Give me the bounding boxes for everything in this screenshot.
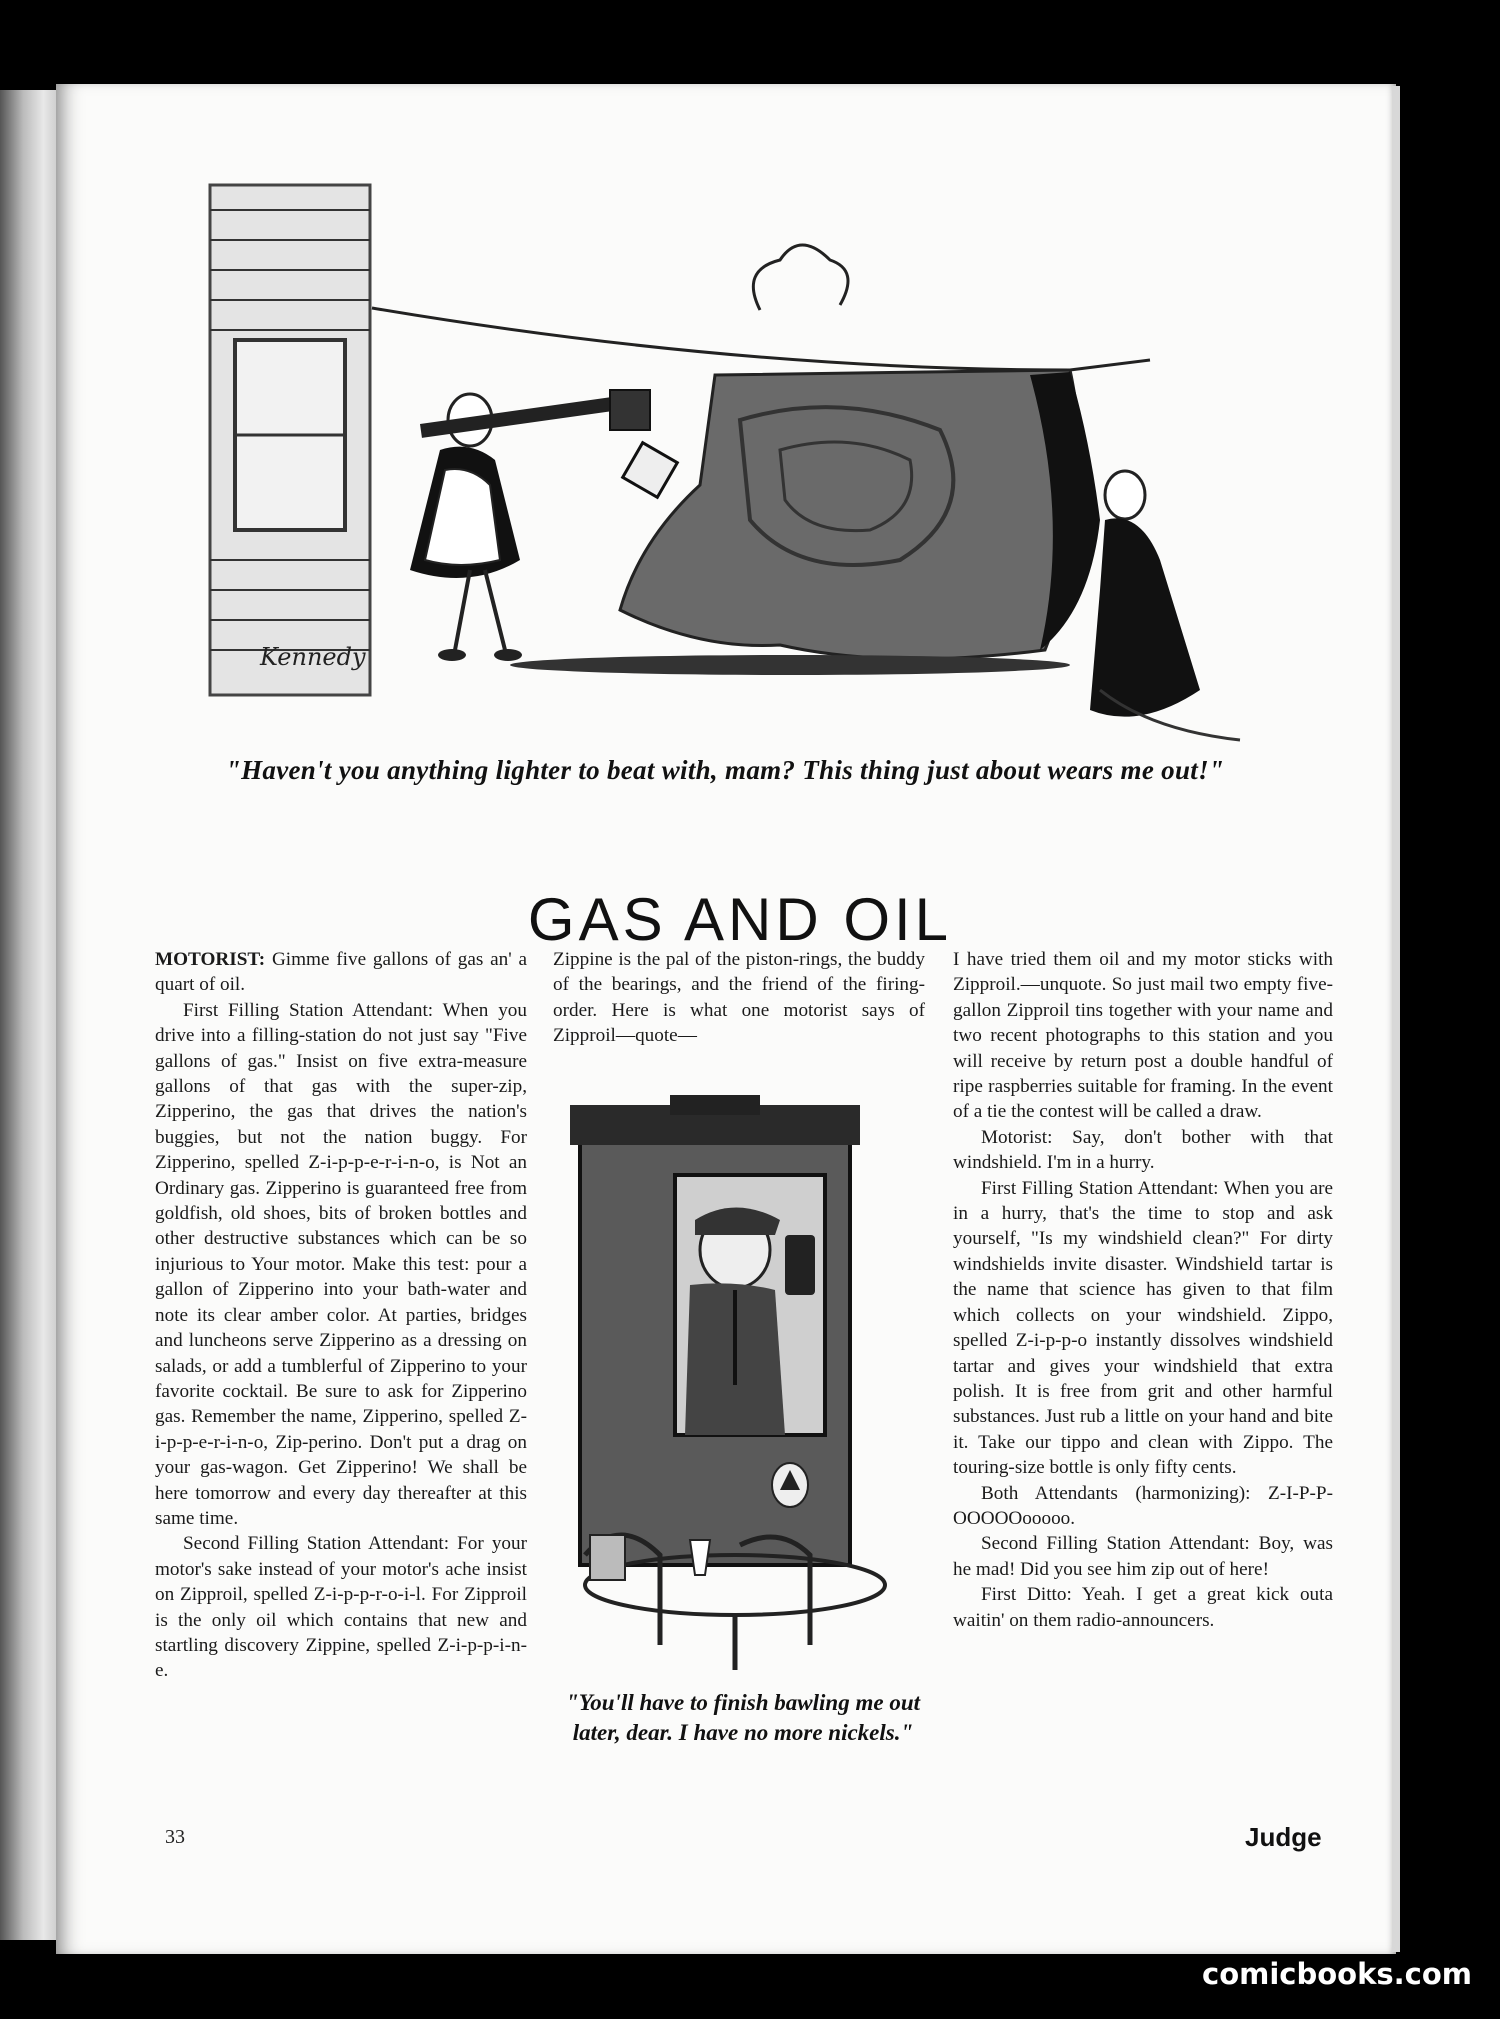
middle-cartoon-caption: "You'll have to finish bawling me out later, dear. I have no more nickels." — [566, 1690, 920, 1745]
article-column-3 — [953, 947, 1333, 1633]
magazine-name: Judge — [1245, 1822, 1322, 1852]
site-watermark: comicbooks.com — [1202, 1957, 1472, 1991]
paragraph: Zippine is the pal of the piston-rings, the buddy of the bearings, and the friend of the firing-order. Here is what one motorist says of Zipproil—quote— — [553, 949, 925, 1047]
house-wall — [210, 185, 370, 695]
paragraph: First Filling Station Attendant: When you drive into a filling-station do not just say "Five gallons of gas." Insist on five extra-measure gallons of that gas with the super-zip, Zipperino, the gas that drives the nation's buggies, but not the nation buggy. For Zipperino, spelled Z-i-p-p-e-r-i-n-o, is Not an Ordinary gas. Zipperino is guaranteed free from goldfish, old shoes, bits of broken bottles and other destructive substances which can be so injurious to Your motor. Make this test: pour a gallon of Zipperino into your bath-water and note its clear amber color. At parties, bridges and luncheons serve Zipperino as a dressing on salads, or add a tumblerful of Zipperino to your favorite cocktail. Be sure to ask for Zipperino gas. Remember the name, Zipperino, spelled Z-i-p-p-e-r-i-n-o, Zip-perino. Don't put a drag on your gas-wagon. Get Zipperino! We shall be here tomorrow and every day thereafter at this same time. — [155, 999, 527, 1529]
rug — [620, 370, 1081, 659]
article-column-2 — [553, 947, 925, 1049]
paragraph-text: Gimme five gallons of gas an' a quart of oil. — [155, 949, 527, 996]
woman-figure — [1090, 471, 1240, 740]
paragraph: Both Attendants (harmonizing): Z-I-P-P-OOOOOooooo. — [953, 1482, 1333, 1529]
speaker-label: MOTORIST: — [155, 949, 266, 970]
cartoon-illustration-phone-booth — [560, 1085, 935, 1675]
paragraph: Motorist: Say, don't bother with that windshield. I'm in a hurry. — [953, 1126, 1333, 1174]
artist-signature: Kennedy — [260, 643, 366, 671]
left-page-edge — [0, 90, 58, 1940]
right-page-edge — [1392, 86, 1400, 1952]
man-in-booth — [685, 1208, 785, 1436]
page-number: 33 — [165, 1826, 185, 1848]
clothesline — [372, 308, 1150, 370]
dust-cloud — [753, 245, 848, 310]
phone — [785, 1235, 815, 1295]
maid-figure — [410, 390, 677, 661]
paragraph: First Ditto: Yeah. I get a great kick outa waitin' on them radio-announcers. — [953, 1584, 1333, 1631]
paragraph — [155, 947, 527, 998]
article-column-1 — [155, 947, 527, 1684]
paragraph: Second Filling Station Attendant: For your motor's sake instead of your motor's ache insist on Zipproil, spelled Z-i-p-p-r-o-i-l. For Zipproil is the only oil which contains that new and startling discovery Zippine, spelled Z-i-p-p-i-n-e. — [155, 1533, 527, 1682]
article-title: GAS AND OIL — [527, 886, 953, 954]
paragraph: First Filling Station Attendant: When you are in a hurry, that's the time to stop and ask yourself, "Is my windshield clean?" For dirty windshields invite disaster. Windshield tartar is the name that science has given to that film which collects on your windshield. Zippo, spelled Z-i-p-p-o instantly dissolves windshield tartar and gives your windshield that extra polish. It is free from grit and other harmful substances. Just rub a little on your hand and bite it. Take our tippo and clean with Zippo. The touring-size bottle is only fifty cents. — [953, 1177, 1333, 1479]
top-cartoon-caption: "Haven't you anything lighter to beat with, mam? This thing just about wears me out!" — [225, 755, 1225, 785]
paragraph: I have tried them oil and my motor sticks with Zipproil.—unquote. So just mail two empty five-gallon Zipproil tins together with your name and two recent photographs to this station and you will receive by return post a double handful of ripe raspberries suitable for framing. In the event of a tie the contest will be called a draw. — [953, 949, 1333, 1123]
cartoon-illustration-maid-beating-rug — [140, 90, 1290, 770]
paragraph: Second Filling Station Attendant: Boy, was he mad! Did you see him zip out of here! — [953, 1533, 1333, 1580]
